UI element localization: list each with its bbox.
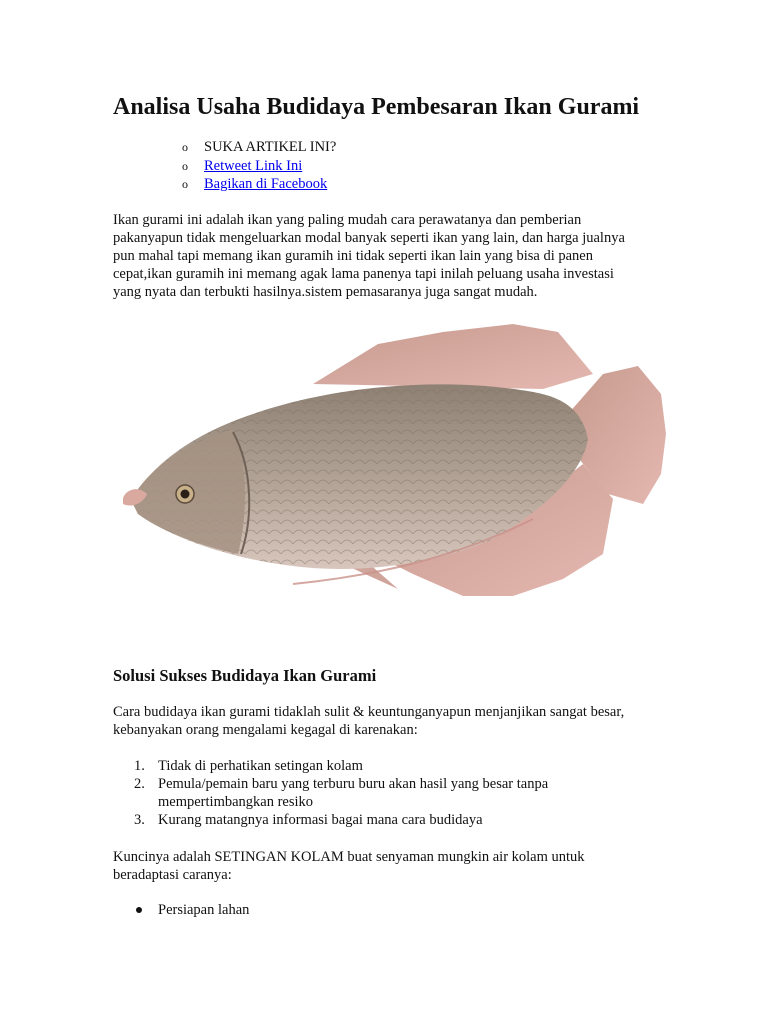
- paragraph-line: kebanyakan orang mengalami kegagal di karenakan:: [113, 722, 418, 738]
- list-item-text: mempertimbangkan resiko: [158, 794, 314, 810]
- retweet-link[interactable]: Retweet Link Ini: [204, 157, 303, 174]
- paragraph-line: pun mahal tapi memang ikan guramih ini tidak seperti ikan lain yang bisa di panen: [113, 248, 593, 264]
- list-item: [113, 775, 633, 811]
- share-item-retweet: [182, 157, 336, 176]
- list-number: 3.: [134, 812, 145, 828]
- list-bullet: o: [182, 158, 188, 173]
- list-item: [113, 901, 249, 919]
- key-paragraph: [113, 848, 653, 884]
- share-item-like: [182, 138, 336, 157]
- list-bullet: o: [182, 140, 188, 154]
- dorsal-fin: [313, 324, 593, 389]
- section-paragraph: [113, 703, 653, 739]
- paragraph-line: cepat,ikan guramih ini memang agak lama panenya tapi inilah peluang usaha investasi: [113, 266, 614, 282]
- paragraph-line: Ikan gurami ini adalah ikan yang paling mudah cara perawatanya dan pemberian: [113, 212, 582, 228]
- paragraph-line: beradaptasi caranya:: [113, 867, 232, 883]
- list-item-text: Pemula/pemain baru yang terburu buru akan hasil yang besar tanpa: [158, 776, 549, 792]
- list-number: 2.: [134, 776, 145, 792]
- list-item: [113, 757, 633, 775]
- intro-paragraph: [113, 211, 653, 301]
- gourami-fish-image: [113, 304, 678, 636]
- steps-list: [113, 901, 249, 919]
- failure-reasons-list: [113, 757, 633, 829]
- list-item-text: Tidak di perhatikan setingan kolam: [158, 758, 363, 774]
- fish-illustration: [113, 304, 678, 636]
- section-title: Solusi Sukses Budidaya Ikan Gurami: [113, 666, 377, 685]
- like-article-text: SUKA ARTIKEL INI?: [204, 139, 337, 155]
- paragraph-line: pakanyapun tidak mengeluarkan modal banyak seperti ikan yang lain, dan harga jualnya: [113, 230, 625, 246]
- article-title: Analisa Usaha Budidaya Pembesaran Ikan Gurami: [113, 94, 640, 120]
- paragraph-line: Cara budidaya ikan gurami tidaklah sulit & keuntunganyapun menjanjikan sangat besar,: [113, 704, 625, 720]
- paragraph-line: Kuncinya adalah SETINGAN KOLAM buat senyaman mungkin air kolam untuk: [113, 849, 585, 865]
- share-list: [182, 138, 336, 194]
- list-number: 1.: [134, 758, 145, 774]
- paragraph-line: yang nyata dan terbukti hasilnya.sistem pemasaranya juga sangat mudah.: [113, 284, 538, 300]
- bullet-dot: [136, 907, 142, 913]
- list-item-text: Persiapan lahan: [158, 902, 250, 918]
- facebook-share-link[interactable]: Bagikan di Facebook: [204, 176, 328, 192]
- list-item: [113, 811, 633, 829]
- share-item-facebook: [182, 175, 336, 194]
- list-bullet: o: [182, 177, 188, 191]
- list-item-text: Kurang matangnya informasi bagai mana cara budidaya: [158, 812, 483, 828]
